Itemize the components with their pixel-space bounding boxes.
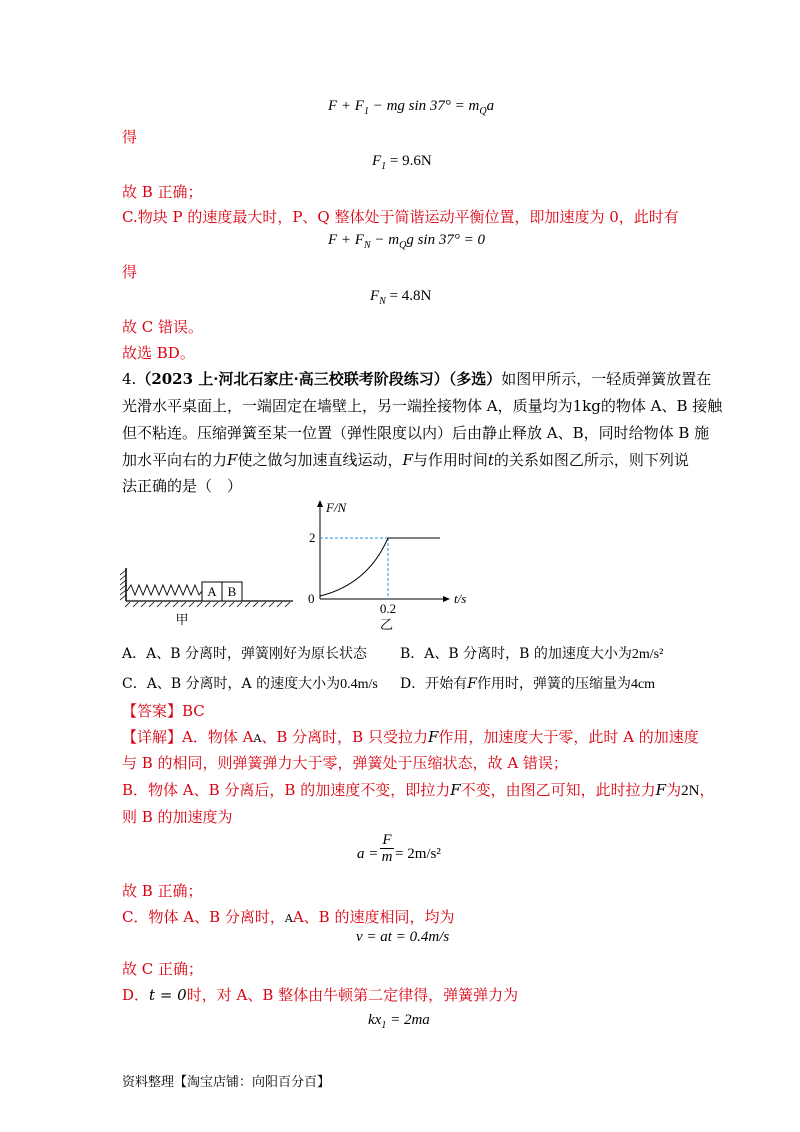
block-b-label: B [227, 584, 237, 599]
detail-line-5: C．物体 A、B 分离时，AA、B 的速度相同，均为 [122, 908, 455, 926]
spring [127, 585, 202, 595]
equation-5-right: = 2m/s² [395, 846, 441, 862]
y-tick-2: 2 [309, 530, 316, 545]
option-c: C．A、B 分离时，A 的速度大小为0.4m/s [122, 676, 378, 692]
equation-5-fraction: F m [381, 832, 393, 865]
detail-line-2: 与 B 的相同，则弹簧弹力大于零，弹簧处于压缩状态，故 A 错误； [122, 754, 568, 772]
label-yi: 乙 [380, 618, 394, 633]
figure-yi-graph [308, 500, 466, 633]
label-jia: 甲 [175, 613, 189, 628]
choose-bd-text: 故选 BD。 [122, 344, 195, 362]
detail-line-3: B．物体 A、B 分离后，B 的加速度不变，即拉力F不变，由图乙可知，此时拉力F为2N， [122, 781, 715, 799]
question-line-2: 光滑水平桌面上，一端固定在墙壁上，另一端拴接物体 A，质量均为1kg的物体 A、B 接触 [122, 397, 723, 415]
c-wrong-text: 故 C 错误。 [122, 318, 204, 336]
equation-1: $F + F_1$ − mg $\sin 37^\circ = m_Qa$ [328, 98, 495, 117]
detail-line-1: 【详解】A．物体 AA、B 分离时，B 只受拉力F作用，加速度大于零，此时 A 的加速度 [122, 728, 699, 746]
equation-4: $F_N = 4.8N$ [370, 288, 432, 307]
answer-line: 【答案】BC [122, 702, 205, 720]
detail-line-6: D．t = 0时，对 A、B 整体由牛顿第二定律得，弹簧弹力为 [122, 986, 519, 1004]
equation-2: $F_1 = 9.6N$ [372, 153, 432, 172]
origin-label: 0 [308, 591, 315, 606]
figure-jia [120, 568, 293, 628]
c-correct-text: 故 C 正确； [122, 960, 204, 978]
curve-f-t [320, 538, 388, 596]
equation-5: a = [357, 846, 379, 862]
equation-7: $kx_1 = 2ma$ [368, 1012, 430, 1031]
figure-spring-and-graph [118, 498, 478, 633]
c-analysis-text: C.物块 P 的速度最大时，P、Q 整体处于简谐运动平衡位置，即加速度为 0，此时有 [122, 208, 679, 226]
de-text-2: 得 [122, 263, 138, 281]
equation-3: $F + F_N - m_Qg$ sin 37° = 0 [328, 232, 485, 251]
option-b: B．A、B 分离时，B 的加速度大小为2m/s² [400, 646, 664, 662]
detail-line-4: 则 B 的加速度为 [122, 808, 233, 826]
question-line-5: 法正确的是（ ） [122, 477, 243, 495]
question-line-3: 但不粘连。压缩弹簧至某一位置（弹性限度以内）后由静止释放 A、B，同时给物体 B 施 [122, 424, 710, 442]
option-d: D．开始有F作用时，弹簧的压缩量为4cm [400, 676, 656, 692]
b-correct-text: 故 B 正确； [122, 183, 203, 201]
question-line-4: 加水平向右的力F使之做匀加速直线运动，F与作用时间t的关系如图乙所示，则下列说 [122, 451, 689, 469]
option-a: A．A、B 分离时，弹簧刚好为原长状态 [122, 646, 367, 662]
b-correct-text-2: 故 B 正确； [122, 882, 203, 900]
question-line-1: 4.（2023 上·河北石家庄·高三校联考阶段练习）（多选）如图甲所示，一轻质弹簧放置在 [122, 370, 712, 388]
equation-6: v = at = 0.4m/s [356, 929, 450, 945]
y-axis-label: F/N [326, 500, 347, 515]
block-a-label: A [207, 584, 217, 599]
de-text-1: 得 [122, 128, 138, 146]
x-axis-label: t/s [454, 591, 467, 606]
footer-text: 资料整理【淘宝店铺：向阳百分百】 [122, 1075, 331, 1090]
x-tick-0.2: 0.2 [379, 601, 397, 616]
